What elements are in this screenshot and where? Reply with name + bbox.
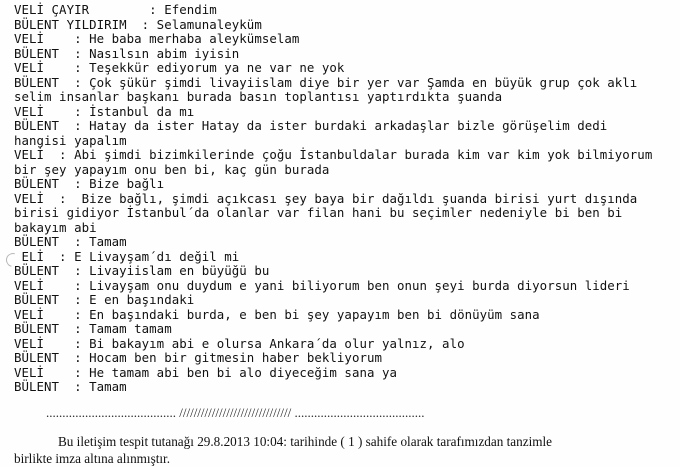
transcript-line: VELİ : Bi bakayım abi e olursa Ankara´da olur yalnız, alo bbox=[14, 335, 465, 351]
footer-line-2: birlikte imza altına alınmıştır. bbox=[14, 451, 171, 466]
transcript-line: VELİ : İstanbul da mı bbox=[14, 103, 195, 119]
transcript-line: VELİ ÇAYIR : Efendim bbox=[14, 2, 217, 17]
transcript-line: VELİ : Abi şimdi bizimkilerinde çoğu İstanbuldalar burada kim var kim yok bilmiyorum bbox=[14, 147, 653, 162]
transcript-line: BÜLENT : Livayiislam en büyüğü bu bbox=[14, 263, 270, 278]
transcript-line: BÜLENT : Bize bağlı bbox=[14, 176, 165, 191]
transcript-line: hangisi yapalım bbox=[14, 132, 127, 148]
transcript-line: VELİ : En başındaki burda, e ben bi şey yapayım ben bi dönüyüm sana bbox=[14, 306, 540, 322]
transcript-line: ELİ : E Livayşam´dı değil mi bbox=[14, 248, 240, 264]
transcript-line: BÜLENT : Tamam tamam bbox=[14, 321, 172, 336]
transcript-line: BÜLENT : Tamam bbox=[14, 234, 127, 249]
footer-line-1: Bu iletişim tespit tutanağı 29.8.2013 10:04: tarihinde ( 1 ) sahife olarak tarafımızdan tanzimle bbox=[58, 434, 553, 449]
transcript-line: BÜLENT : Hatay da ister Hatay da ister burdaki arkadaşlar bizle görüşelim dedi bbox=[14, 118, 608, 133]
transcript-body bbox=[14, 3, 678, 395]
transcript-line: BÜLENT : Çok şükür şimdi livayiislam diye bir yer var Şamda en büyük grup çok aklı bbox=[14, 74, 638, 90]
transcript-line: BÜLENT : Nasılsın abim iyisin bbox=[14, 45, 240, 61]
transcript-line: bakayım abi bbox=[14, 219, 97, 235]
transcript-line: birisi gidiyor İstanbul´da olanlar var filan hani bu seçimler nedeniyle bi ben bi bbox=[14, 205, 623, 220]
transcript-line: BÜLENT : Hocam ben bir gitmesin haber bekliyorum bbox=[14, 350, 382, 365]
transcript-line: VELİ : He tamam abi ben bi alo diyeceğim sana ya bbox=[14, 364, 397, 380]
transcript-line: VELİ : Livayşam onu duydum e yani biliyorum ben onun şeyi burda diyorsun lideri bbox=[14, 277, 630, 293]
section-separator: ........................................ /////////////////////////////// ........................................ bbox=[46, 405, 425, 420]
transcript-line: VELİ : He baba merhaba aleykümselam bbox=[14, 31, 300, 46]
transcript-line: BÜLENT YILDIRIM : Selamunaleyküm bbox=[14, 16, 262, 32]
transcript-line: selim insanlar başkanı burada basın toplantısı yaptırdıkta şuanda bbox=[14, 89, 503, 104]
certification-footer bbox=[14, 433, 674, 467]
transcript-line: BÜLENT : Tamam bbox=[14, 379, 127, 394]
transcript-line: VELİ : Teşekkür ediyorum ya ne var ne yok bbox=[14, 60, 345, 75]
transcript-line: bir şey yapayım onu ben bi, kaç gün burada bbox=[14, 161, 330, 177]
transcript-line: BÜLENT : E en başındaki bbox=[14, 292, 195, 307]
transcript-line: VELİ : Bize bağlı, şimdi açıkcası şey baya bir dağıldı şuanda birisi yurt dışında bbox=[14, 190, 638, 206]
